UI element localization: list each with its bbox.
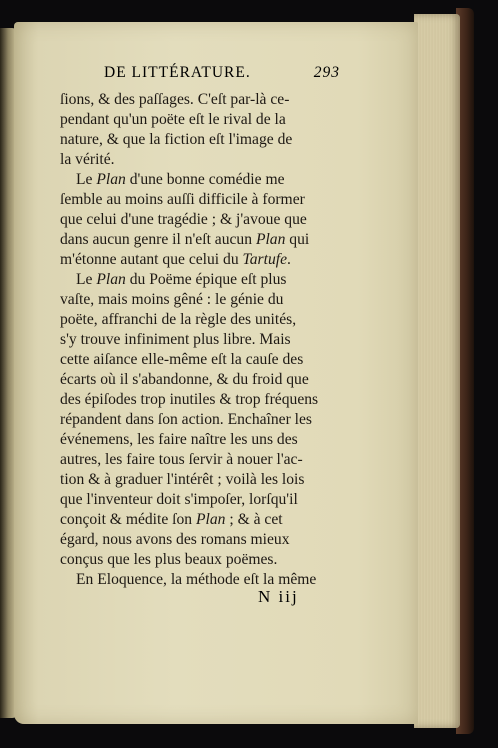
text-line: vaſte, mais moins gêné : le génie du — [60, 291, 284, 308]
running-title: DE LITTÉRATURE. — [104, 64, 251, 81]
page-block-edge — [414, 14, 460, 728]
text-line: ſemble au moins auſſi difficile à former — [60, 191, 305, 208]
text-line: poëte, affranchi de la règle des unités, — [60, 311, 297, 328]
page-number: 293 — [313, 64, 340, 81]
text-line: nature, & que la fiction eſt l'image de — [60, 131, 293, 148]
text-line: conçoit & médite ſon Plan ; & à cet — [60, 511, 283, 528]
text-line: m'étonne autant que celui du Tartufe. — [60, 251, 291, 268]
running-head — [104, 64, 340, 86]
text-line: que l'inventeur doit s'impoſer, lorſqu'il — [60, 491, 298, 508]
text-line: autres, les faire tous ſervir à nouer l'ac- — [60, 451, 303, 468]
text-line: écarts où il s'abandonne, & du froid que — [60, 371, 309, 388]
text-line: événemens, les faire naître les uns des — [60, 431, 298, 448]
text-line: que celui d'une tragédie ; & j'avoue que — [60, 211, 307, 228]
text-line: s'y trouve infiniment plus libre. Mais — [60, 331, 291, 348]
text-line: tion & à graduer l'intérêt ; voilà les lois — [60, 471, 305, 488]
text-line: Le Plan d'une bonne comédie me — [76, 171, 285, 188]
text-line: dans aucun genre il n'eſt aucun Plan qui — [60, 231, 310, 248]
text-line: conçus que les plus beaux poëmes. — [60, 551, 278, 568]
text-line: égard, nous avons des romans mieux — [60, 531, 290, 548]
text-line: pendant qu'un poëte eſt le rival de la — [60, 111, 286, 128]
text-line: ſions, & des paſſages. C'eſt par-là ce- — [60, 91, 290, 108]
text-line: cette aiſance elle-même eſt la cauſe des — [60, 351, 304, 368]
text-line: la vérité. — [60, 151, 115, 168]
text-line: Le Plan du Poëme épique eſt plus — [76, 271, 287, 288]
text-line: En Eloquence, la méthode eſt la même — [76, 571, 317, 588]
text-line: répandent dans ſon action. Enchaîner les — [60, 411, 313, 428]
text-line: des épiſodes trop inutiles & trop fréquens — [60, 391, 319, 408]
signature-mark: N iij — [258, 587, 299, 606]
